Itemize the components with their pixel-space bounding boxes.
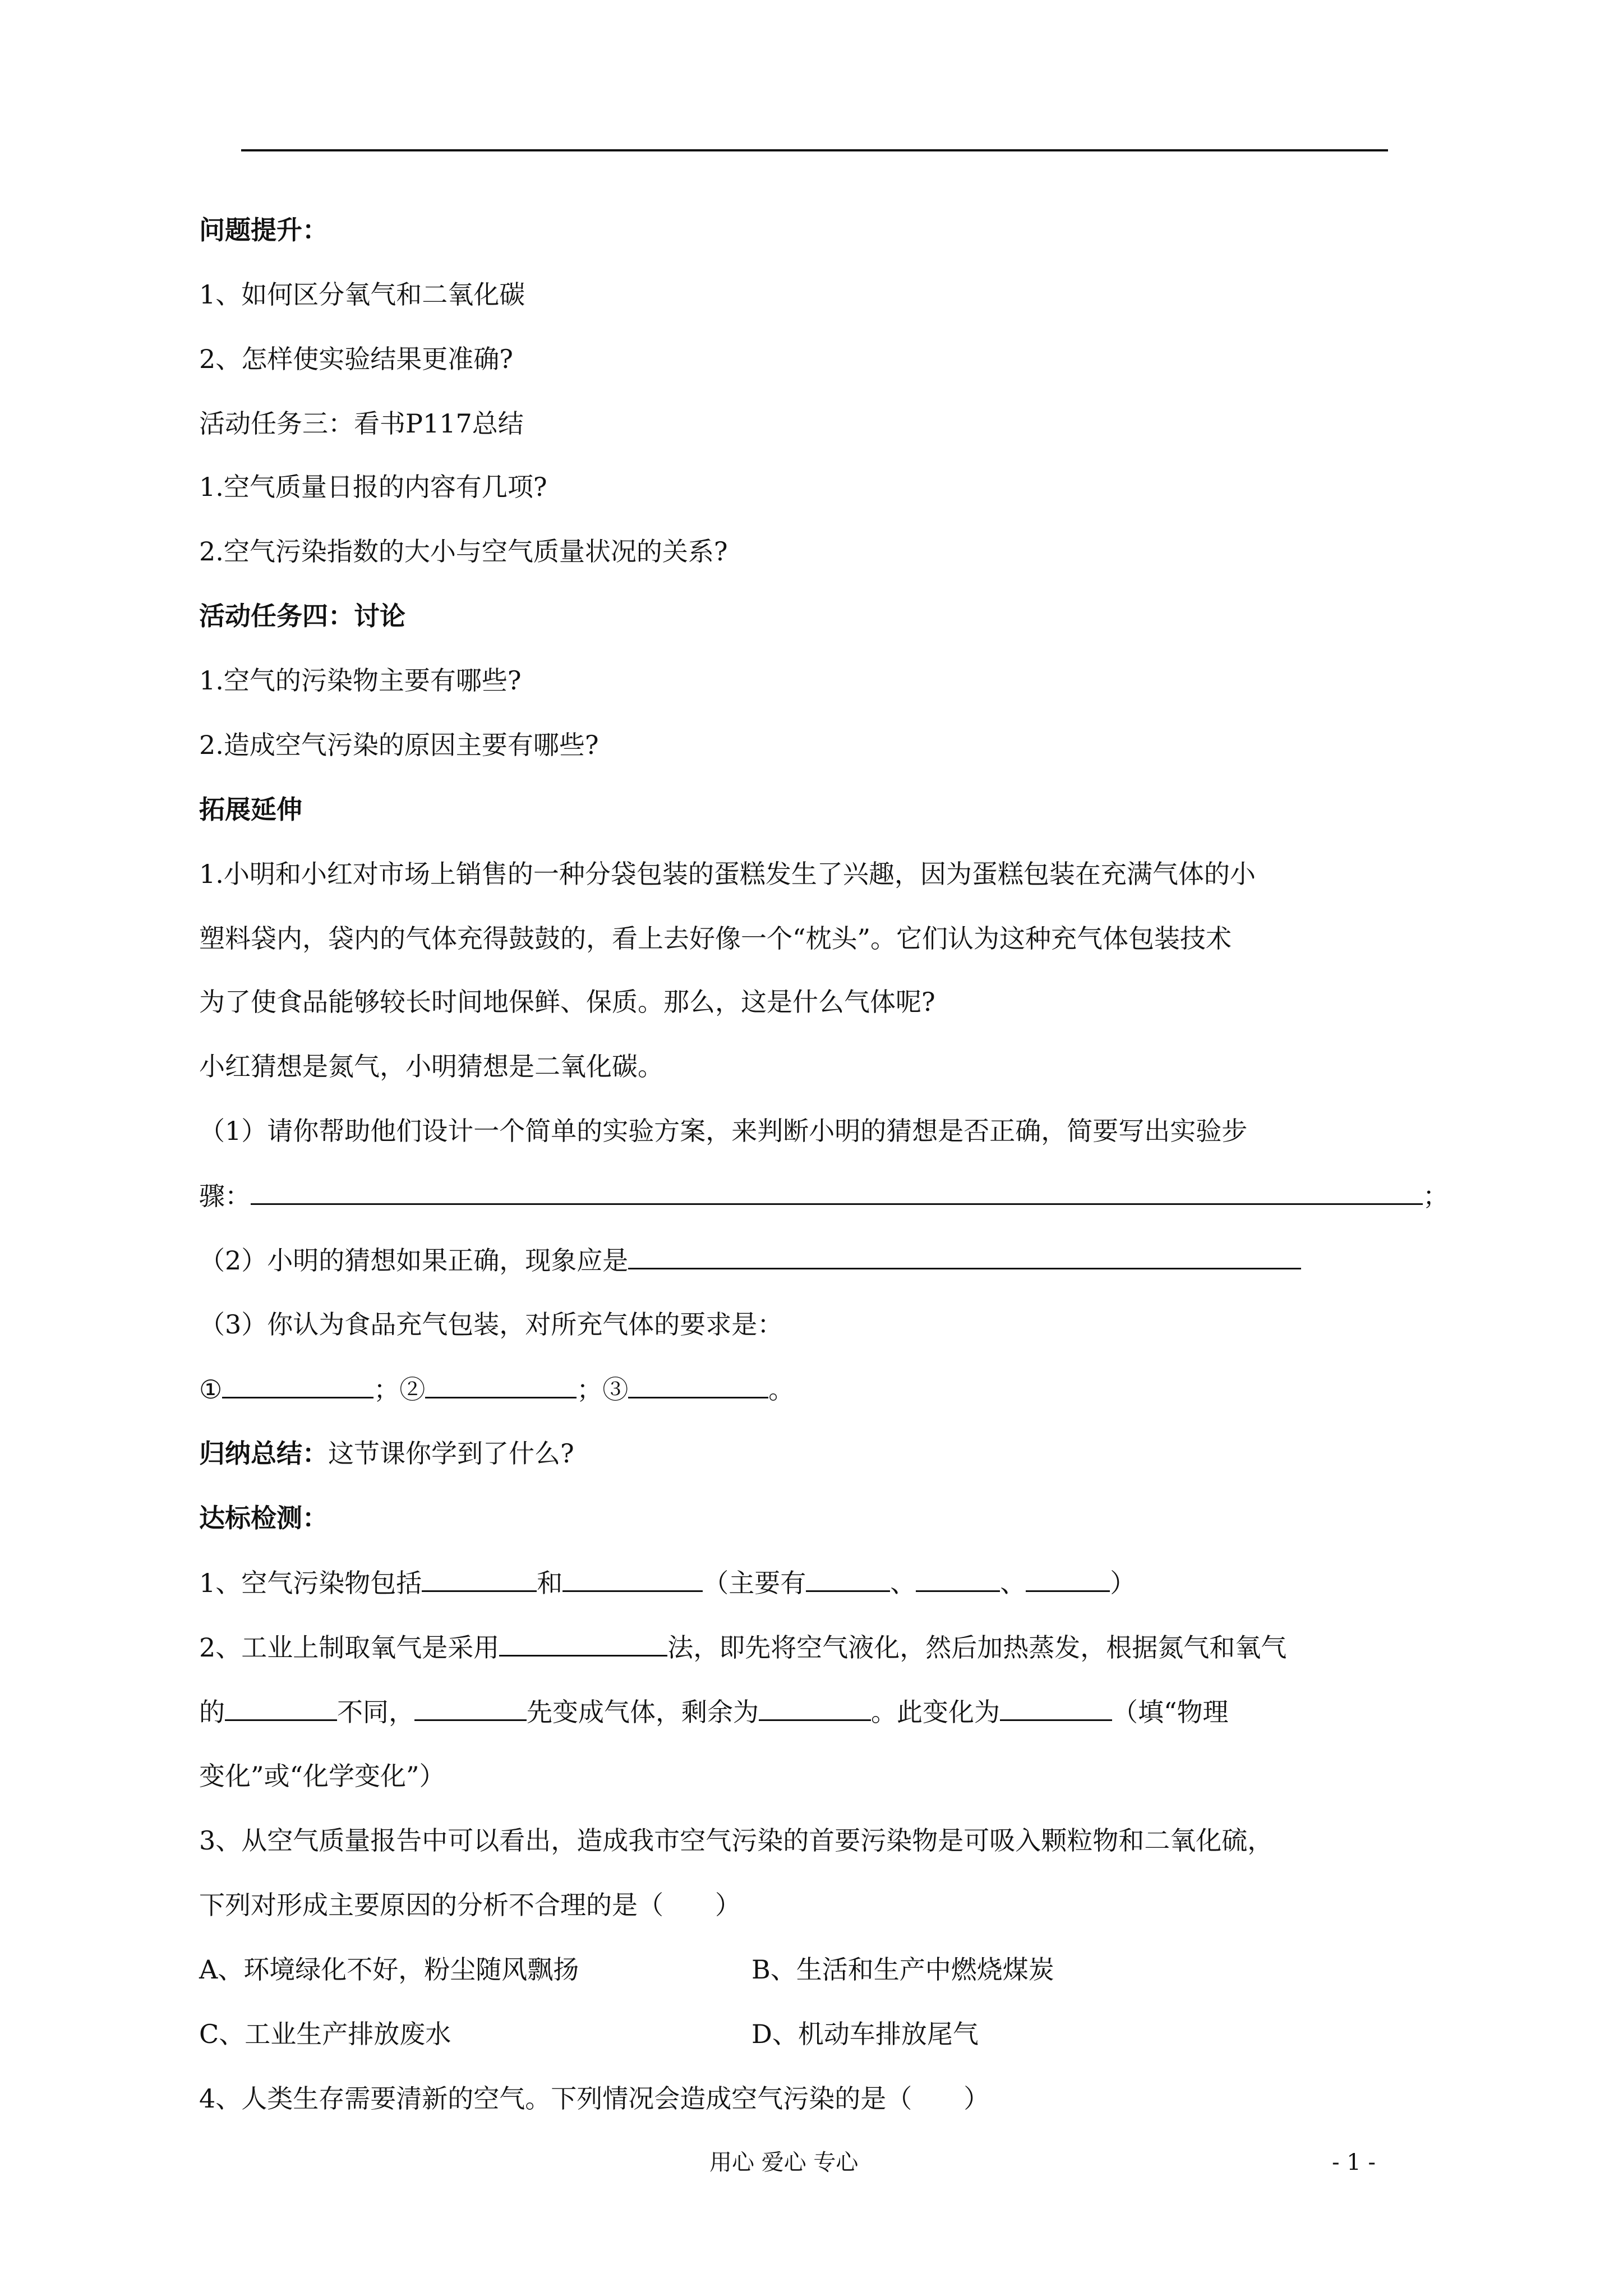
circled-number-1: ①: [199, 1374, 223, 1405]
sub-question-1-answer-row: [199, 1179, 1449, 1213]
test-question-1: [199, 1566, 1136, 1600]
test-question-3-cont: 下列对形成主要原因的分析不合理的是（ ）: [199, 1890, 741, 1920]
answer-blank[interactable]: [562, 1566, 703, 1592]
option-b: B、生活和生产中燃烧煤炭: [751, 1954, 1054, 1985]
footer-motto: 用心 爱心 专心: [709, 2150, 859, 2175]
text: 不同，: [337, 1697, 414, 1727]
text: 法，即先将空气液化，然后加热蒸发，根据氮气和氧气: [667, 1632, 1287, 1663]
answer-blank[interactable]: [759, 1695, 871, 1721]
option-a: A、环境绿化不好，粉尘随风飘扬: [199, 1954, 579, 1985]
text: 2、工业上制取氧气是采用: [199, 1632, 500, 1663]
label: （2）小明的猜想如果正确，现象应是: [199, 1245, 629, 1276]
extension-heading: 拓展延伸: [199, 794, 302, 825]
extension-hypothesis: 小红猜想是氮气，小明猜想是二氧化碳。: [199, 1051, 663, 1082]
test-question-3: 3、从空气质量报告中可以看出，造成我市空气污染的首要污染物是可吸入颗粒物和二氧化硫，: [199, 1825, 1274, 1856]
answer-blank[interactable]: [1026, 1566, 1110, 1592]
answer-blank[interactable]: [425, 1372, 577, 1398]
text: 和: [537, 1568, 563, 1598]
header-rule: [241, 149, 1388, 151]
answer-blank[interactable]: [806, 1566, 890, 1592]
text: 、: [1000, 1568, 1026, 1598]
text: 的: [199, 1697, 225, 1727]
answer-blank[interactable]: [499, 1630, 667, 1657]
task-3-question-1: 1.空气质量日报的内容有几项?: [199, 472, 547, 502]
label: 骤：: [199, 1181, 251, 1211]
option-d: D、机动车排放尾气: [751, 2019, 979, 2049]
task-3-question-2: 2.空气污染指数的大小与空气质量状况的关系?: [199, 536, 728, 567]
extension-paragraph-line: 1.小明和小红对市场上销售的一种分袋包装的蛋糕发生了兴趣，因为蛋糕包装在充满气体的小: [199, 859, 1256, 889]
test-question-2-cont: [199, 1695, 1229, 1729]
text: （填“物理: [1112, 1697, 1229, 1727]
summary-text: 这节课你学到了什么?: [328, 1438, 574, 1469]
text: 。此变化为: [871, 1697, 1000, 1727]
answer-blank[interactable]: [1000, 1695, 1112, 1721]
task-4-question-1: 1.空气的污染物主要有哪些?: [199, 665, 522, 696]
sub-question-1: （1）请你帮助他们设计一个简单的实验方案，来判断小明的猜想是否正确，简要写出实验步: [199, 1116, 1248, 1146]
answer-blank[interactable]: [422, 1566, 537, 1592]
sub-question-3: （3）你认为食品充气包装，对所充气体的要求是：: [199, 1309, 783, 1340]
text: 1、空气污染物包括: [199, 1568, 422, 1598]
test-question-2-end: 变化”或“化学变化”）: [199, 1761, 445, 1791]
task-4-heading: 活动任务四：讨论: [199, 601, 405, 631]
summary-label: 归纳总结：: [199, 1438, 328, 1469]
punctuation: ；: [1423, 1181, 1449, 1211]
sub-question-2-row: [199, 1243, 1301, 1277]
page-number: - 1 -: [1332, 2150, 1376, 2175]
test-heading: 达标检测：: [199, 1503, 328, 1533]
circled-number-2: ；②: [374, 1374, 426, 1405]
task-4-question-2: 2.造成空气污染的原因主要有哪些?: [199, 730, 599, 760]
text: （主要有: [703, 1568, 806, 1598]
answer-blank[interactable]: [251, 1179, 1423, 1205]
extension-paragraph-line: 为了使食品能够较长时间地保鲜、保质。那么，这是什么气体呢?: [199, 987, 935, 1017]
answer-blank[interactable]: [414, 1695, 527, 1721]
answer-blank[interactable]: [628, 1372, 768, 1398]
circled-number-3: ；③: [577, 1374, 629, 1405]
punctuation: 。: [768, 1374, 795, 1405]
answer-blank[interactable]: [628, 1243, 1301, 1269]
extension-paragraph-line: 塑料袋内，袋内的气体充得鼓鼓的，看上去好像一个“枕头”。它们认为这种充气体包装技术: [199, 923, 1232, 954]
task-3-title: 活动任务三：看书P117总结: [199, 408, 524, 439]
answer-blank[interactable]: [916, 1566, 1000, 1592]
test-question-4: 4、人类生存需要清新的空气。下列情况会造成空气污染的是（ ）: [199, 2083, 990, 2114]
text: 、: [890, 1568, 916, 1598]
option-c: C、工业生产排放废水: [199, 2019, 451, 2049]
question-2: 2、怎样使实验结果更准确?: [199, 344, 513, 374]
answer-blank[interactable]: [222, 1372, 374, 1398]
problem-heading: 问题提升：: [199, 215, 328, 245]
gas-requirements-row: [199, 1372, 794, 1406]
text: 先变成气体，剩余为: [527, 1697, 759, 1727]
test-question-2: [199, 1630, 1287, 1664]
text: ）: [1110, 1568, 1136, 1598]
summary-row: [199, 1437, 574, 1470]
answer-blank[interactable]: [225, 1695, 337, 1721]
question-1: 1、如何区分氧气和二氧化碳: [199, 279, 525, 310]
